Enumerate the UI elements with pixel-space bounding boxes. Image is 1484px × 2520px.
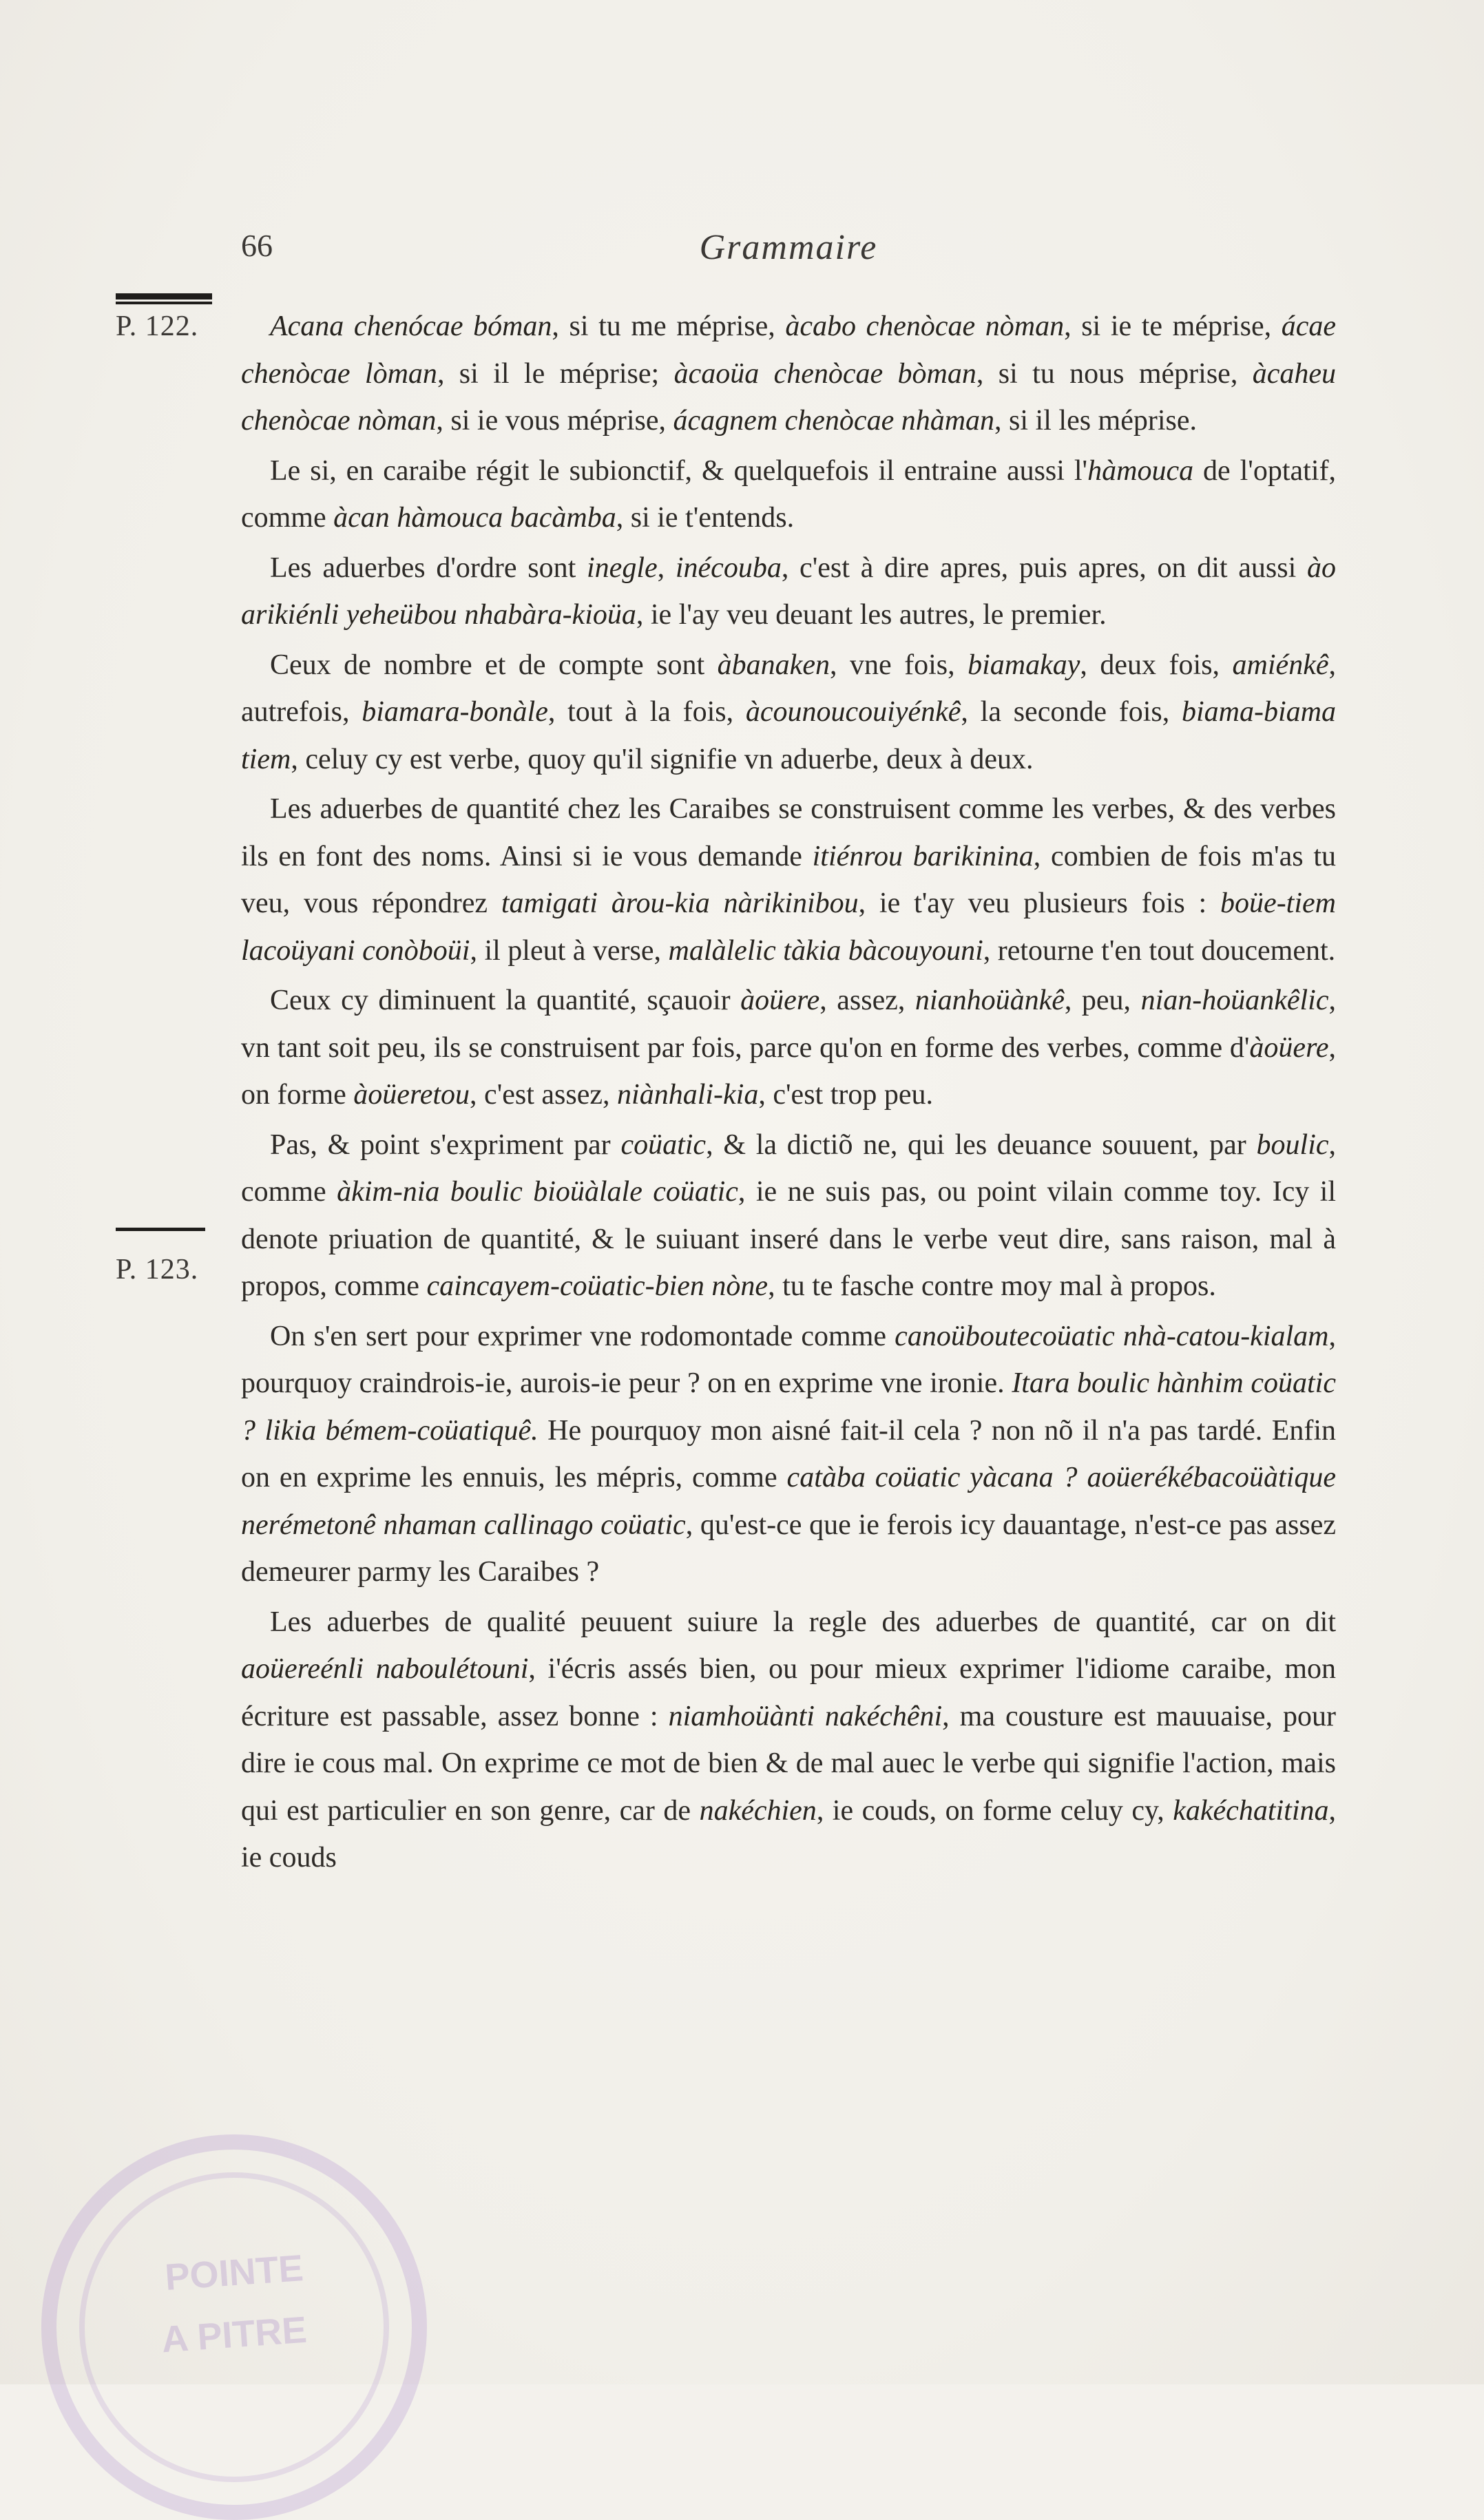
caribbean-term: boulic (1256, 1128, 1329, 1161)
caribbean-term: Itara boulic hànhim coüatic ? likia bémem-coüatiquê. (241, 1367, 1336, 1447)
caribbean-term: àcaheu chenòcae nòman (241, 357, 1336, 437)
text-run: , combien de fois m'as tu veu, vous répondrez (241, 840, 1336, 919)
caribbean-term: àcan hàmouca bacàmba (333, 502, 616, 534)
caribbean-term: biama-biama tiem (241, 696, 1336, 775)
caribbean-term: niamhoüànti nakéchêni (668, 1700, 943, 1732)
paragraph (241, 786, 1336, 974)
text-run: , c'est assez, (470, 1079, 618, 1111)
caribbean-term: àcaoüa chenòcae bòman (673, 357, 976, 390)
caribbean-term: ácae chenòcae lòman (241, 311, 1336, 390)
text-run: He pourquoy mon aisné fait-il cela ? non nõ il n'a pas tardé. Enfin on en exprime les ennuis, les mépris, comme (241, 1414, 1337, 1493)
caribbean-term: àkim-nia boulic bioüàlale coüatic (337, 1176, 738, 1208)
text-run: , ie t'ay veu plusieurs fois : (858, 888, 1221, 919)
caribbean-term: àoüeretou (353, 1079, 470, 1111)
text-run: , & la dictiõ ne, qui les deuance souuent, par (706, 1128, 1257, 1161)
text-run: On s'en sert pour exprimer vne rodomontade comme (270, 1320, 895, 1352)
caribbean-term: itiénrou barikinina (812, 840, 1034, 872)
text-run: Ceux de nombre et de compte sont (270, 649, 718, 681)
caribbean-term: Acana chenócae bóman (270, 311, 552, 342)
text-run: Ceux cy diminuent la quantité, sçauoir (270, 985, 741, 1016)
caribbean-term: nakéchien (699, 1794, 817, 1827)
text-run: , comme (241, 1128, 1337, 1208)
paragraph (241, 642, 1336, 784)
caribbean-term: kakéchatitina (1173, 1794, 1329, 1827)
text-run: Les aduerbes de quantité chez les Caraibes se construisent comme les verbes, & des verbes ils en font des noms. Ainsi si ie vous demande (241, 793, 1336, 872)
text-run: Pas, & point s'expriment par (270, 1128, 621, 1161)
caribbean-term: coüatic (620, 1128, 707, 1161)
text-run: , la seconde fois, (961, 696, 1182, 728)
page-header (241, 227, 1336, 275)
text-run: , si il les méprise. (994, 405, 1198, 437)
caribbean-term: tamigati àrou-kia nàrikinibou (501, 888, 859, 919)
text-run: , il pleut à verse, (470, 934, 669, 967)
caribbean-term: boüe-tiem lacoüyani conòboüi (241, 888, 1336, 967)
paragraph (241, 977, 1336, 1119)
caribbean-term: amiénkê (1232, 649, 1329, 681)
caribbean-term: àoüere (1249, 1031, 1329, 1064)
text-run: , si ie te méprise, (1064, 311, 1282, 342)
caribbean-term: àcounoucouiyénkê (745, 696, 961, 728)
margin-note-p123: P. 123. (116, 1254, 199, 1285)
caribbean-term: nianhoüànkê (915, 985, 1065, 1016)
text-run: , i'écris assés bien, ou pour mieux exprimer l'idiome caraibe, mon écriture est passable, assez bonne : (241, 1653, 1337, 1732)
caribbean-term: ào arikiénli yeheübou nhabàra-kioüa (241, 552, 1337, 631)
text-run: Le si, en caraibe régit le subionctif, & quelquefois il entraine aussi l' (270, 454, 1088, 487)
paragraph (241, 1599, 1336, 1882)
text-run: , assez, (819, 985, 915, 1016)
text-run: , ie couds (241, 1794, 1336, 1873)
caribbean-term: àoüere (740, 985, 820, 1016)
caribbean-term: inegle (587, 552, 658, 584)
text-run: , celuy cy est verbe, quoy qu'il signifie vn aduerbe, deux à deux. (291, 743, 1034, 775)
text-run: , (657, 552, 676, 584)
text-run: , si tu me méprise, (552, 311, 786, 342)
paragraph (241, 545, 1336, 639)
caribbean-term: hàmouca (1087, 454, 1194, 487)
text-run: , pourquoy craindrois-ie, aurois-ie peur ? on en exprime vne ironie. (241, 1320, 1336, 1399)
caribbean-term: caincayem-coüatic-bien nòne (426, 1270, 769, 1302)
text-run: , si il le méprise; (437, 357, 674, 390)
text-run: , qu'est-ce que ie ferois icy dauantage, n'est-ce pas assez demeurer parmy les Caraibes ? (241, 1509, 1336, 1588)
caribbean-term: aoüereénli naboulétouni (241, 1653, 529, 1685)
paragraph (241, 303, 1336, 445)
margin-note-p122: P. 122. (116, 311, 199, 342)
text-run: , vn tant soit peu, ils se construisent par fois, parce qu'on en forme des verbes, comme d' (241, 985, 1336, 1064)
caribbean-term: canoüboutecoüatic nhà-catou-kialam (895, 1320, 1329, 1352)
text-run: , si ie vous méprise, (436, 405, 673, 437)
text-run: , si tu nous méprise, (976, 357, 1253, 390)
caribbean-term: inécouba (675, 552, 782, 584)
caribbean-term: àbanaken (717, 649, 830, 681)
text-run: , ma cousture est mauuaise, pour dire ie cous mal. On exprime ce mot de bien & de mal auec le verbe qui signifie l'action, mais qui est particulier en son genre, car de (241, 1700, 1337, 1827)
margin-rule-middle (116, 1228, 205, 1231)
caribbean-term: àcabo chenòcae nòman (785, 311, 1065, 342)
caribbean-term: nian-hoüankêlic (1140, 985, 1329, 1016)
paragraph (241, 1313, 1336, 1596)
text-run: , vne fois, (829, 649, 968, 681)
text-run: , ie couds, on forme celuy cy, (816, 1794, 1173, 1827)
text-run: , on forme (241, 1031, 1336, 1111)
caribbean-term: catàba coüatic yàcana ? aoüerékébacoüàtique nerémetonê nhaman callinago coüatic (241, 1462, 1336, 1541)
text-run: , deux fois, (1080, 649, 1233, 681)
text-run: , c'est trop peu. (758, 1079, 934, 1111)
text-run: de l'optatif, comme (241, 454, 1336, 534)
text-run: , peu, (1064, 985, 1141, 1016)
text-run: Les aduerbes d'ordre sont (270, 552, 587, 584)
text-run: , retourne t'en tout doucement. (983, 934, 1336, 967)
caribbean-term: biamara-bonàle (362, 696, 548, 728)
text-run: , ie ne suis pas, ou point vilain comme toy. Icy il denote priuation de quantité, & le suiuant inseré dans le verbe veut dire, sans raison, mal à propos, comme (241, 1176, 1337, 1302)
caribbean-term: ácagnem chenòcae nhàman (673, 405, 995, 437)
main-text (241, 303, 1336, 1884)
caribbean-term: niànhali-kia (617, 1079, 759, 1111)
text-run: , tu te fasche contre moy mal à propos. (768, 1270, 1216, 1302)
caribbean-term: malàlelic tàkia bàcouyouni (668, 934, 983, 967)
paragraph (241, 1122, 1336, 1310)
page-number: 66 (241, 228, 273, 263)
stamp-text-line1: POINTE (163, 2247, 305, 2298)
text-run: , tout à la fois, (547, 696, 746, 728)
stamp-text-line2: A PITRE (160, 2309, 309, 2361)
text-run: , si ie t'entends. (616, 502, 795, 534)
margin-rule-top (116, 293, 212, 302)
text-run: , c'est à dire apres, puis apres, on dit aussi (781, 552, 1308, 584)
paragraph (241, 448, 1336, 542)
text-run: , ie l'ay veu deuant les autres, le premier. (636, 599, 1107, 631)
text-run: , autrefois, (241, 649, 1336, 728)
running-title: Grammaire (699, 228, 878, 267)
caribbean-term: biamakay (968, 649, 1080, 681)
text-run: Les aduerbes de qualité peuuent suiure la regle des aduerbes de quantité, car on dit (270, 1606, 1336, 1638)
